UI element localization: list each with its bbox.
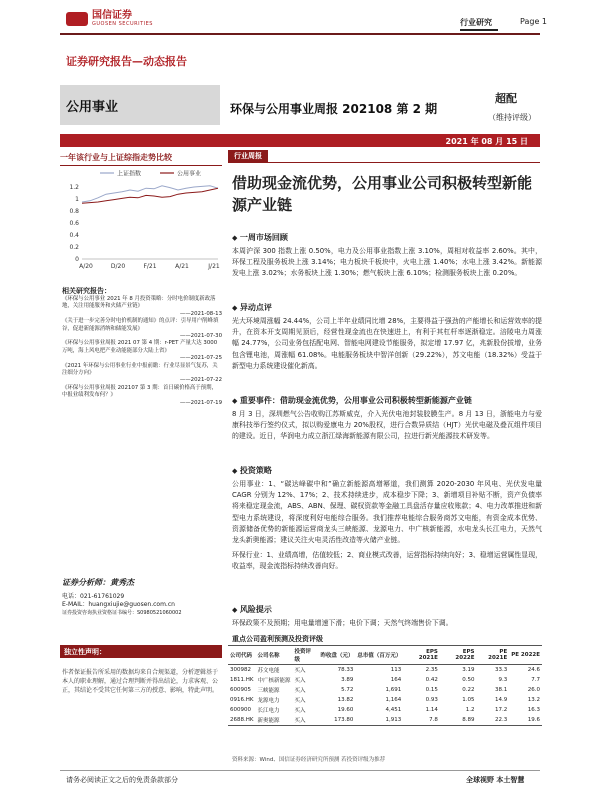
table-cell: 0.22 <box>462 687 475 693</box>
col-name: 公司名称 <box>256 646 293 665</box>
disclaimer-text: 作者保证报告所采用的数据均来自合规渠道，分析逻辑基于本人的职业理解，通过合理判断并得出结论，力求客观、公正，其结论不受其它任何第三方的授意、影响，特此声明。 <box>62 669 219 694</box>
forecast-table <box>228 645 542 726</box>
analyst-email[interactable]: E-MAIL：huangxiujie@guosen.com.cn <box>62 601 175 608</box>
table-cell: 1.05 <box>462 697 475 703</box>
section-text: 8 月 3 日，深圳燃气公告收购江苏斯威克，介入光伏电池封装胶膜生产。8 月 13 日，浙能电力与爱康科技举行签约仪式，拟以购爱康电力 20%股权，进行合数异质结（HJT）光伏电磁及叠瓦组件项目的建设。近日，华润电力成立浙江绿海新能源有限公司，拉进行新光能源技术研发等。 <box>232 410 542 441</box>
table-cell: 14.9 <box>494 697 508 703</box>
legend-label: 上证指数 <box>117 170 142 178</box>
table-cell: 3.19 <box>462 667 475 673</box>
table-cell: 三峡能源 <box>257 688 280 694</box>
table-cell: 13.2 <box>527 697 540 703</box>
header-tag: 行业研究 <box>460 17 498 31</box>
section-text-2: 环保行业：1、业绩高增，估值较低；2、商业模式改善，运营指标持续向好；3、稳增运营属性显现，收益率，现金流指标持续改善向好。 <box>232 551 542 571</box>
report-title: 环保与公用事业周报 202108 第 2 期 <box>230 102 438 116</box>
x-tick-label: F/21 <box>143 263 157 270</box>
related-item[interactable]: 《2021 年环保与公用事业行业中报前瞻：行业尽显景气复苏，关注细分方向》 <box>62 362 218 377</box>
section-heading: ◆ 重要事件：借助现金流优势，公用事业公司积极转型新能源产业链 <box>232 395 542 406</box>
table-cell: 0.93 <box>425 697 438 703</box>
section-market-review <box>232 232 542 280</box>
section-text: 光大环境周涨幅 24.44%，公司上半年业绩同比增 28%，主要得益于强劲的产能增长和运营效率的提升，在资本开支周期见顶后，经营性现金流也在快速进上，有利于其杠杆率逐渐稳定。涪陵电力周涨幅 24.77%，公司业务包括配电网、智能电网建设节能服务，拟定增 17.97 亿，兆新股份拔增，业务包含锂电池，周涨幅 61.08%。电能服务板块中智洋创新（29.22%），苏文电能（18.32%）受益于新型电力系统建设催化新高。 <box>232 317 542 370</box>
related-item-date: ——2021-07-19 <box>179 399 222 406</box>
table-title: 重点公司盈利预测及投资评级 <box>232 635 323 643</box>
table-cell: 4,451 <box>385 707 402 713</box>
section-heading: ◆ 一周市场回顾 <box>232 232 542 243</box>
x-tick-label: A/21 <box>175 263 189 270</box>
related-reports-list <box>62 296 222 407</box>
table-row <box>228 675 542 685</box>
series-line <box>82 186 218 202</box>
y-tick-label: 0.4 <box>69 232 79 239</box>
section-heading: ◆ 风险提示 <box>232 604 542 615</box>
analyst-license: 证券投资咨询执业资格证书编号：S0980521060002 <box>62 610 182 616</box>
table-cell: 1,691 <box>385 687 402 693</box>
table-cell: 买入 <box>294 668 306 674</box>
table-cell: 7.8 <box>403 715 440 726</box>
table-cell: 19.60 <box>337 707 354 713</box>
weekly-label-bar <box>228 150 540 163</box>
logo-text: 国信证券 <box>92 10 132 21</box>
table-cell: 0.42 <box>425 677 438 683</box>
company-logo <box>66 10 153 27</box>
footer-disclaimer: 请务必阅读正文之后的免责条款部分 <box>66 776 178 784</box>
table-cell: 0.15 <box>425 687 438 693</box>
y-tick-label: 0 <box>75 256 79 263</box>
header-divider <box>60 33 540 35</box>
section-text: 本周沪深 300 指数上涨 0.50%，电力及公用事业指数上涨 3.10%，周相对收益率 2.60%。其中，环保工程及服务板块上涨 3.14%；电力板块千板块中，火电上涨 1.40%；水电上涨 3.42%。新能源发电上涨 3.02%；水务板块上涨 1.30%；燃气板块上涨 6.10%；检测服务板块上涨 0.20%。 <box>232 247 542 278</box>
table-cell: 24.6 <box>527 667 540 673</box>
disclaimer-heading: 独立性声明： <box>64 648 106 656</box>
table-cell: 买入 <box>293 715 319 726</box>
col-pe21: PE 2021E <box>477 646 510 665</box>
section-heading: ◆ 投资策略 <box>232 465 542 476</box>
table-row <box>228 665 542 676</box>
table-cell: 13.82 <box>337 697 354 703</box>
section-strategy <box>232 465 542 573</box>
table-cell: 龙源电力 <box>257 698 280 704</box>
table-cell: 0916.HK <box>230 697 254 703</box>
analyst-phone: 电话：021-61761029 <box>62 593 125 600</box>
table-cell: 中广核新能源 <box>257 678 291 684</box>
col-cap: 总市值（百万元） <box>355 646 403 665</box>
y-tick-label: 1.2 <box>69 184 79 191</box>
table-cell: 买入 <box>294 708 306 714</box>
table-cell: 164 <box>390 677 402 683</box>
table-row <box>228 685 542 695</box>
table-cell: 78.33 <box>337 667 354 673</box>
table-row <box>228 715 542 726</box>
section-text: 公用事业：1、“碳达峰碳中和”确立新能源高增幂道，我们测算 2020-2030 年风电、光伏发电量 CAGR 分别为 12%、17%；2、技术持续进步，成本稳步下降；3、新增项目补贴不断，资产负债率将来稳定现金流，ABS、ABN、保理、碳权资款等金融工具盘活存量应收账款；4、电力改革推进和新型电力系统建设，将深度利好电能综合服务。我们推荐电能综合服务商苏文电能，有资金成本优势、资源储备优势的新能源运营商龙头三峡能源、龙源电力、中广核新能源，水电龙头长江电力，天然气龙头新奥能源；建议关注火电灵活性改造等火储产业链。 <box>232 480 542 545</box>
table-cell: 1.14 <box>425 707 438 713</box>
y-tick-label: 1 <box>75 196 79 203</box>
related-item-date: ——2021-07-25 <box>179 355 222 362</box>
table-cell: 1811.HK <box>230 677 254 683</box>
y-tick-label: 0.6 <box>69 220 79 227</box>
page-number: Page 1 <box>520 17 547 26</box>
table-cell: 买入 <box>294 688 306 694</box>
section-text: 环保政策不及预期；用电量增速下滑；电价下调；天然气终端售价下调。 <box>232 619 453 627</box>
section-risk <box>232 604 542 629</box>
section-movers <box>232 302 542 372</box>
table-cell: 17.2 <box>494 707 508 713</box>
table-cell: 16.3 <box>527 707 540 713</box>
report-date: 2021 年 08 月 15 日 <box>445 137 528 146</box>
y-tick-label: 0.8 <box>69 208 79 215</box>
table-row <box>228 695 542 705</box>
col-pe22: PE 2022E <box>509 646 542 665</box>
table-cell: 8.89 <box>440 715 477 726</box>
related-item-date: ——2021-08-13 <box>179 310 222 317</box>
analyst-contact <box>62 593 182 617</box>
col-code: 公司代码 <box>228 646 256 665</box>
related-item[interactable]: 《环保与公用事业周报 202107 第 3 期：首日碳价格高于预期，中报业绩利发布何？》 <box>62 384 217 399</box>
related-reports-heading: 相关研究报告： <box>62 287 111 295</box>
related-item[interactable]: 《关于进一步完善分时电价机制的通知》的点评：引导用户削峰填谷，促进新能源消纳和储能发展》 <box>62 318 219 332</box>
table-cell: 19.6 <box>509 715 542 726</box>
table-cell: 2688.HK <box>228 715 256 726</box>
table-source: 资料来源：Wind、国信证券经济研究所预测 若投资评级为推荐 <box>232 757 386 763</box>
table-cell: 3.89 <box>341 677 354 683</box>
table-cell: 买入 <box>294 698 306 704</box>
table-cell: 9.3 <box>498 677 508 683</box>
table-cell: 7.7 <box>531 677 540 683</box>
rating: 超配 <box>495 92 517 105</box>
legend-label: 公用事业 <box>177 170 202 178</box>
col-eps22: EPS 2022E <box>440 646 477 665</box>
table-cell: 22.3 <box>477 715 510 726</box>
table-cell: 买入 <box>294 678 306 684</box>
table-cell: 26.0 <box>527 687 540 693</box>
headline: 借助现金流优势，公用事业公司积极转型新能源产业链 <box>232 174 533 214</box>
table-cell: 新奥能源 <box>256 715 293 726</box>
related-item-date: ——2021-07-22 <box>179 377 222 384</box>
sector-name: 公用事业 <box>66 100 119 115</box>
table-cell: 600905 <box>230 687 251 693</box>
index-comparison-chart <box>60 165 222 275</box>
y-tick-label: 0.2 <box>69 244 79 251</box>
chart-title: 一年该行业与上证综指走势比较 <box>60 150 222 166</box>
col-close: 昨收盘（元） <box>318 646 355 665</box>
x-tick-label: A/20 <box>79 263 93 270</box>
related-item-date: ——2021-07-30 <box>179 333 222 340</box>
table-header-row <box>228 646 542 665</box>
table-cell: 1.2 <box>465 707 475 713</box>
rating-sub: （维持评级） <box>488 113 536 122</box>
logo-subtext: GUOSEN SECURITIES <box>92 21 153 27</box>
table-cell: 38.1 <box>494 687 508 693</box>
table-cell: 长江电力 <box>257 708 280 714</box>
analyst-heading: 证券分析师：黄秀杰 <box>62 578 134 587</box>
x-tick-label: J/21 <box>208 263 220 270</box>
section-events <box>232 395 542 443</box>
table-cell: 300982 <box>230 667 251 673</box>
report-type: 证券研究报告—动态报告 <box>66 55 187 68</box>
related-item[interactable]: 《环保与公用事业 2021 年 8 月投资策略：分时电价制度新政落地，关注用能服务和火储产业链》 <box>62 296 216 310</box>
table-cell: 0.50 <box>462 677 475 683</box>
footer-divider <box>60 770 540 771</box>
table-cell: 1,913 <box>355 715 403 726</box>
table-cell: 600900 <box>230 707 251 713</box>
table-cell: 113 <box>390 667 402 673</box>
x-tick-label: D/20 <box>110 263 126 270</box>
table-cell: 1,164 <box>385 697 402 703</box>
section-heading: ◆ 异动点评 <box>232 302 542 313</box>
footer-slogan: 全球视野 本土智慧 <box>466 776 525 784</box>
table-cell: 5.72 <box>341 687 354 693</box>
col-rating: 投资评级 <box>293 646 319 665</box>
col-eps21: EPS 2021E <box>403 646 440 665</box>
table-cell: 2.35 <box>425 667 438 673</box>
table-cell: 苏文电能 <box>257 668 280 674</box>
weekly-label: 行业周报 <box>228 150 268 162</box>
logo-mark-icon <box>66 12 88 26</box>
table-row <box>228 705 542 715</box>
related-item[interactable]: 《环保与公用事业周报 2021 07 第 4 期：r-PET 产量大达 3000 万吨，海上风电把产业动能能部分大陆上省》 <box>62 340 218 354</box>
table-cell: 33.3 <box>494 667 508 673</box>
table-cell: 173.80 <box>318 715 355 726</box>
